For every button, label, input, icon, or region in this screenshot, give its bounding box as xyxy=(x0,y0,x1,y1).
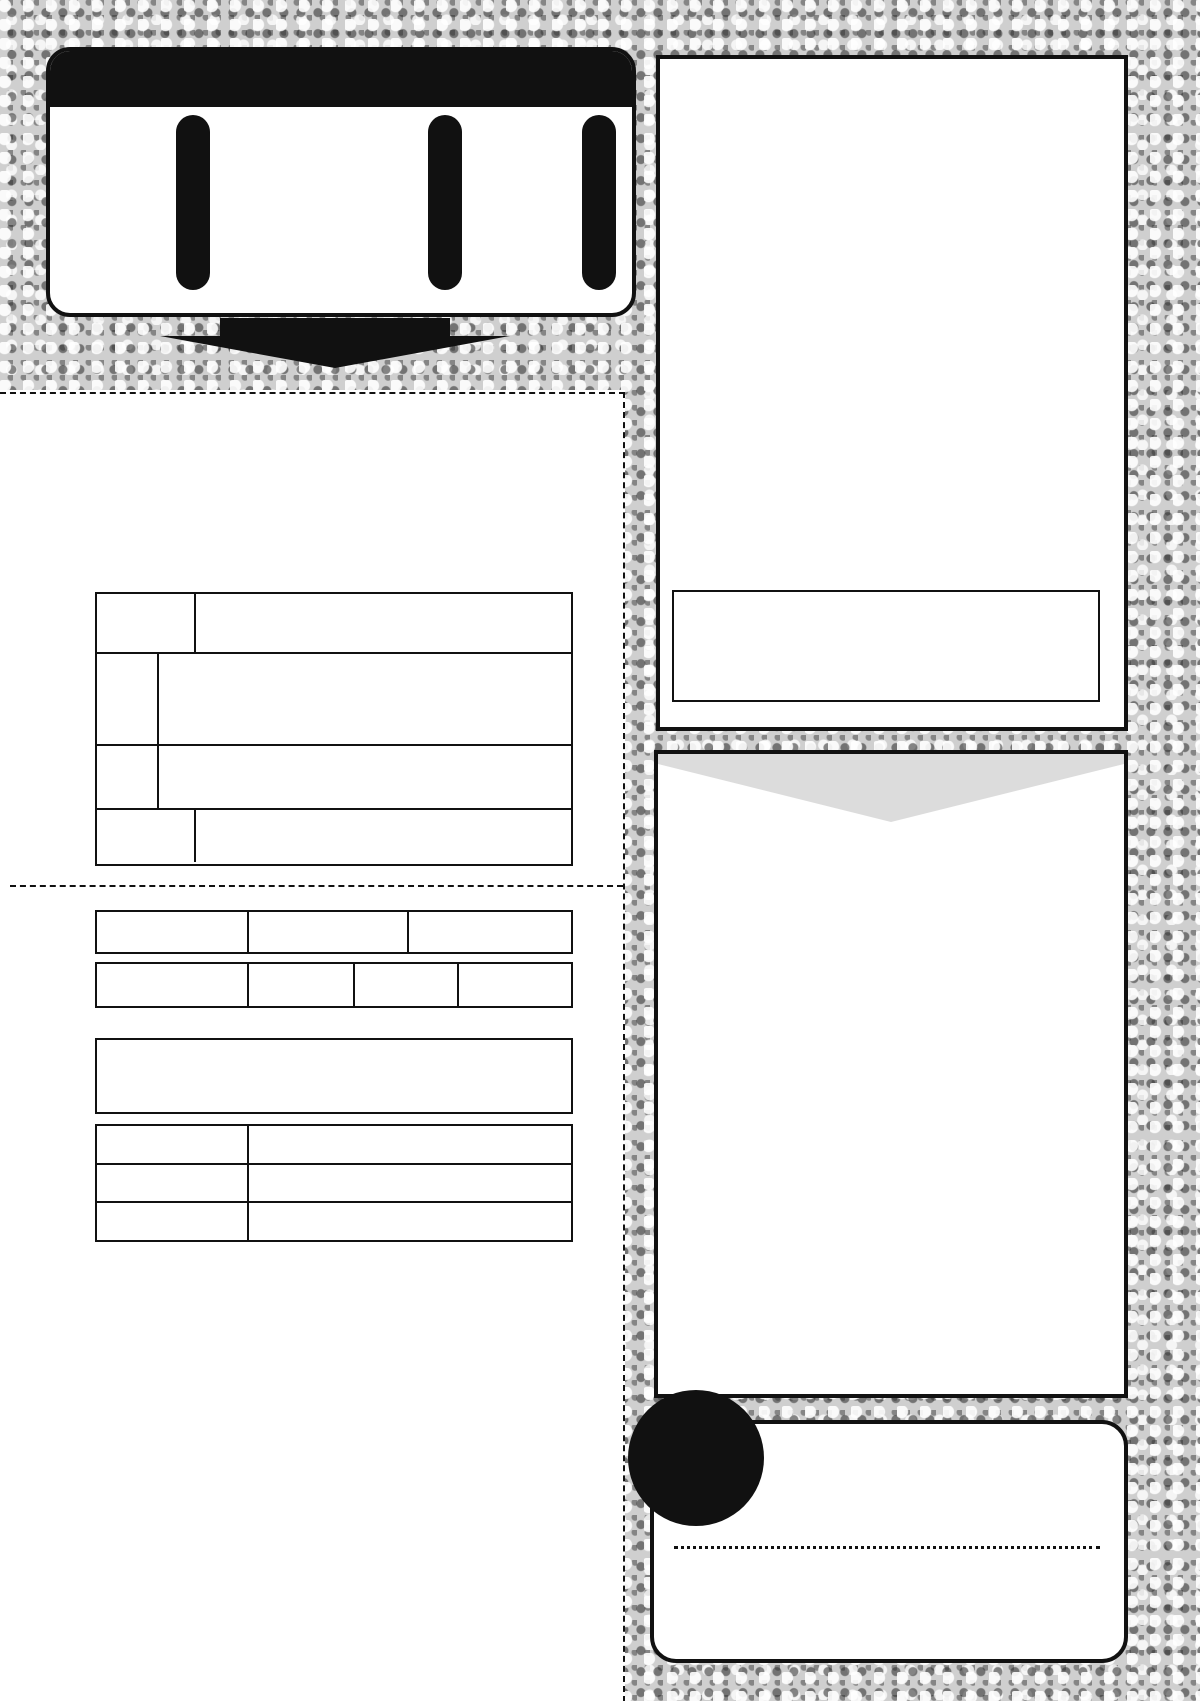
works-list-box xyxy=(654,750,1128,1398)
winners-box xyxy=(46,47,636,317)
prize2-label xyxy=(428,115,462,290)
present-title xyxy=(660,59,1124,124)
sticker-banner-arrow xyxy=(160,318,510,368)
cut-line-middle xyxy=(10,885,623,887)
cut-line-side xyxy=(623,392,625,1701)
favorite-works-row[interactable] xyxy=(95,962,573,1008)
chance-box xyxy=(95,1124,573,1242)
deadline-divider xyxy=(674,1546,1100,1549)
age-sex-row[interactable] xyxy=(95,910,573,954)
name-field[interactable] xyxy=(97,744,571,810)
prize1-label xyxy=(582,115,616,290)
postal-row xyxy=(97,594,571,654)
contact-box xyxy=(95,592,573,866)
deadline-label xyxy=(628,1390,764,1526)
magazines-field[interactable] xyxy=(95,1038,573,1114)
address-field[interactable] xyxy=(97,652,571,746)
prize3-label xyxy=(176,115,210,290)
notice-box xyxy=(672,590,1100,702)
works-title xyxy=(658,754,1124,822)
cut-line-top-dash xyxy=(0,392,625,394)
winners-title xyxy=(50,51,632,107)
phone-field[interactable] xyxy=(97,808,571,862)
